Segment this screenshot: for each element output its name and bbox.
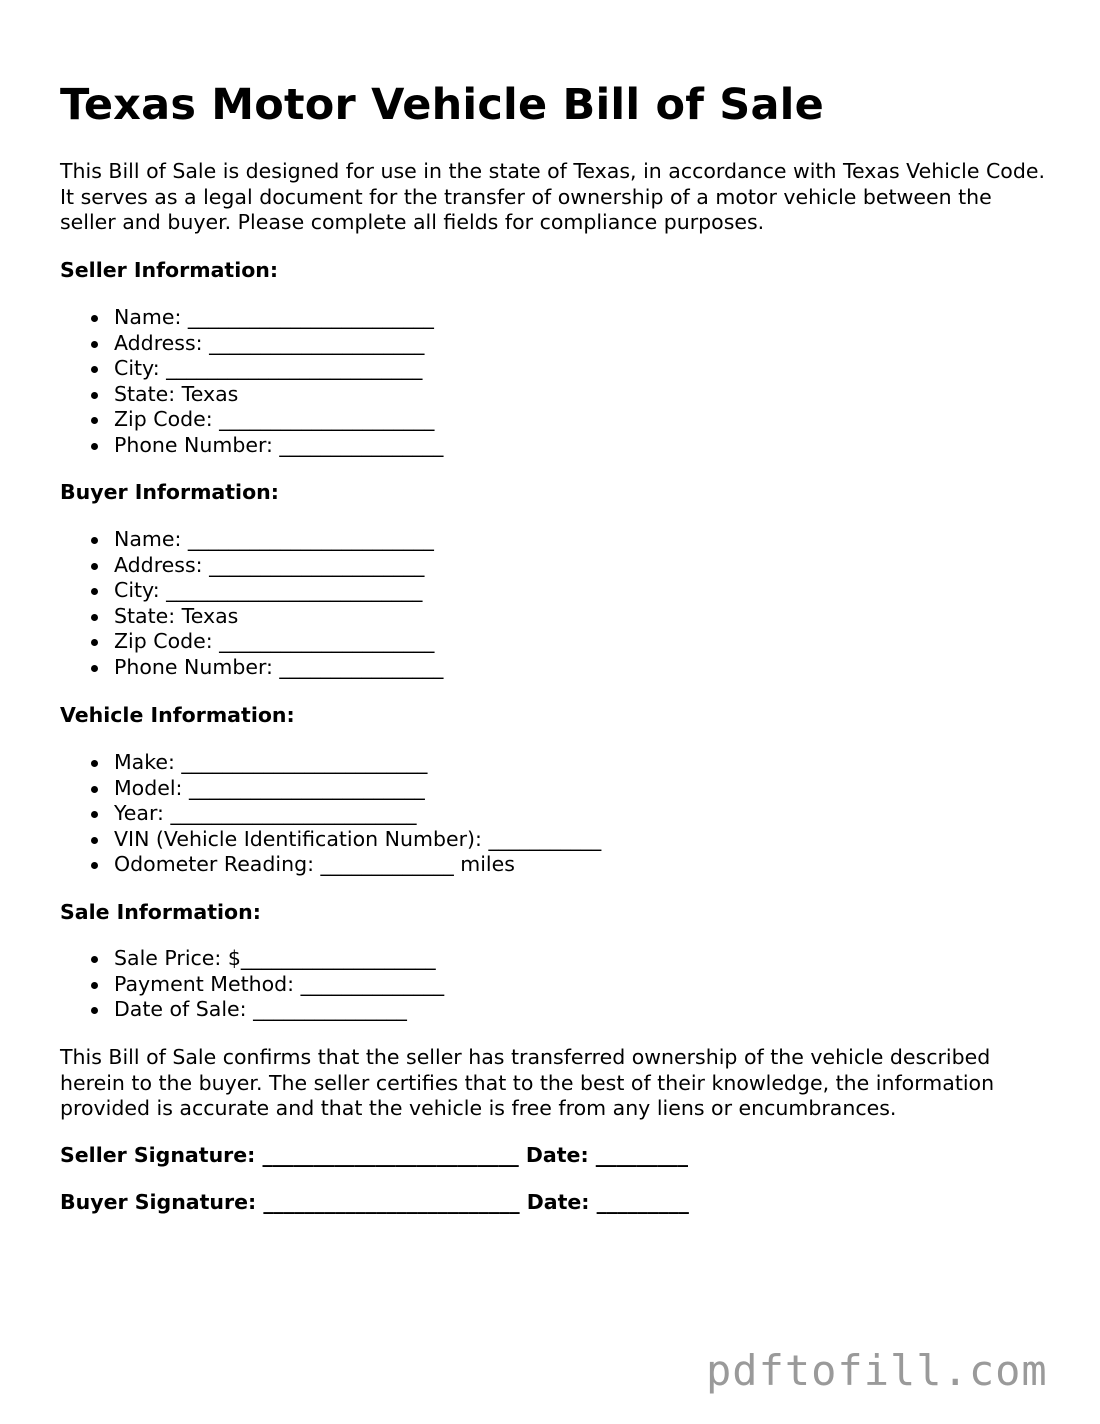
seller-signature-line[interactable]: Seller Signature: _________________________ Date: _________ <box>60 1143 689 1167</box>
seller-name-field[interactable]: Name: ________________________ <box>60 305 443 331</box>
buyer-phone-field[interactable]: Phone Number: ________________ <box>60 655 443 681</box>
intro-paragraph: This Bill of Sale is designed for use in the state of Texas, in accordance with Texas Vehicle Code. It serves as a legal document for the transfer of ownership of a motor vehicle between the seller and buyer. Please complete all fields for compliance purposes. <box>60 159 1045 234</box>
seller-information-heading: Seller Information: <box>60 258 279 282</box>
buyer-city-field[interactable]: City: _________________________ <box>60 578 443 604</box>
closing-paragraph: This Bill of Sale confirms that the seller has transferred ownership of the vehicle described herein to the buyer. The seller certifies that to the best of their knowledge, the information provided is accurate and that the vehicle is free from any liens or encumbrances. <box>60 1045 995 1120</box>
buyer-state-field: State: Texas <box>60 604 443 630</box>
buyer-information-list <box>60 527 443 681</box>
seller-information-list <box>60 305 443 459</box>
seller-city-field[interactable]: City: _________________________ <box>60 356 443 382</box>
buyer-name-field[interactable]: Name: ________________________ <box>60 527 443 553</box>
buyer-address-field[interactable]: Address: _____________________ <box>60 553 443 579</box>
seller-phone-field[interactable]: Phone Number: ________________ <box>60 433 443 459</box>
buyer-information-heading: Buyer Information: <box>60 480 279 504</box>
seller-address-field[interactable]: Address: _____________________ <box>60 331 443 357</box>
watermark-logo: pdftofill.com <box>706 1346 1048 1395</box>
seller-zip-field[interactable]: Zip Code: _____________________ <box>60 407 443 433</box>
document-title: Texas Motor Vehicle Bill of Sale <box>60 80 824 130</box>
vehicle-vin-field[interactable]: VIN (Vehicle Identification Number): ___________ <box>60 827 601 853</box>
vehicle-year-field[interactable]: Year: ________________________ <box>60 801 601 827</box>
vehicle-odometer-field[interactable]: Odometer Reading: _____________ miles <box>60 852 601 878</box>
vehicle-information-list <box>60 750 601 878</box>
date-of-sale-field[interactable]: Date of Sale: _______________ <box>60 997 444 1023</box>
payment-method-field[interactable]: Payment Method: ______________ <box>60 972 444 998</box>
buyer-zip-field[interactable]: Zip Code: _____________________ <box>60 629 443 655</box>
seller-state-field: State: Texas <box>60 382 443 408</box>
vehicle-information-heading: Vehicle Information: <box>60 703 295 727</box>
sale-information-heading: Sale Information: <box>60 900 261 924</box>
vehicle-make-field[interactable]: Make: ________________________ <box>60 750 601 776</box>
sale-price-field[interactable]: Sale Price: $___________________ <box>60 946 444 972</box>
buyer-signature-line[interactable]: Buyer Signature: _________________________ Date: _________ <box>60 1190 689 1214</box>
sale-information-list <box>60 946 444 1023</box>
vehicle-model-field[interactable]: Model: _______________________ <box>60 776 601 802</box>
